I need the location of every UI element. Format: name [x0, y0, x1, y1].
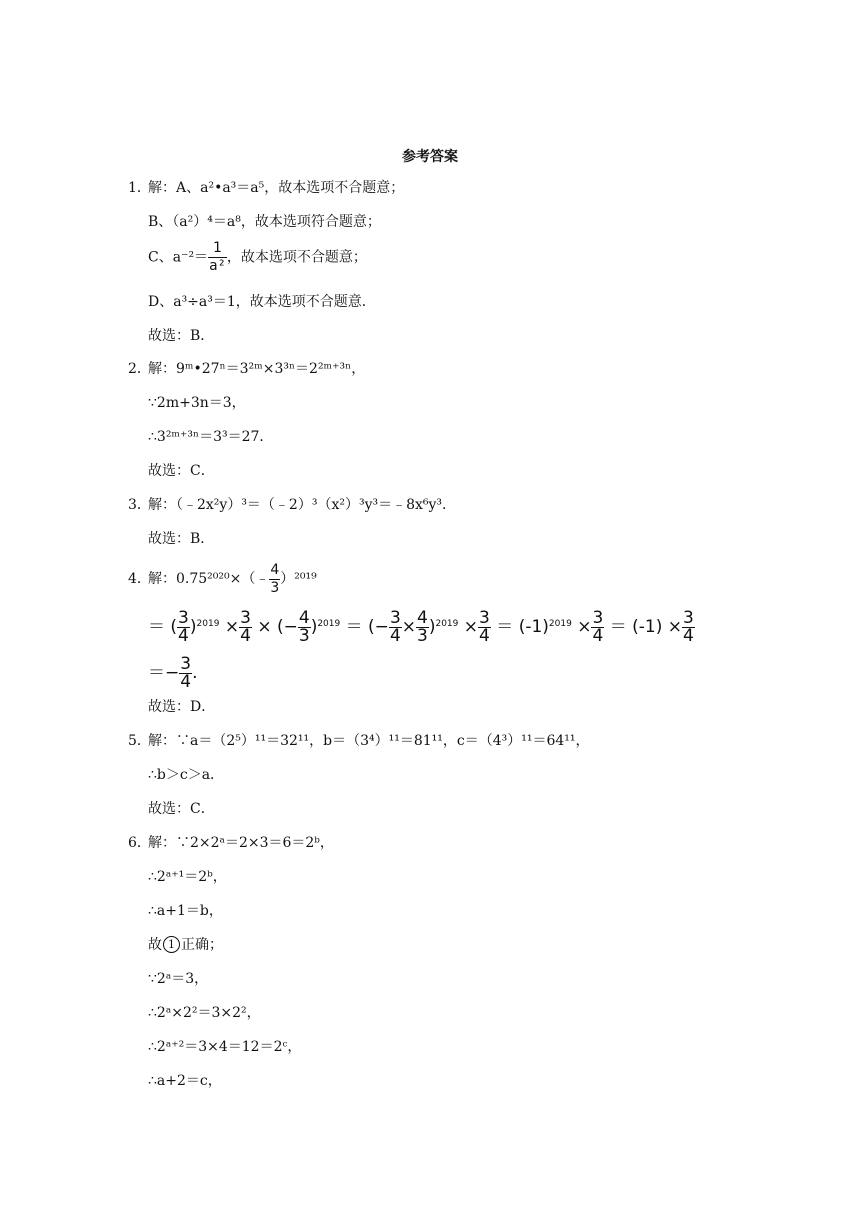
q5-line-2: ∴b＞c＞a． [148, 767, 225, 783]
exponent: 2019 [317, 619, 341, 629]
q1-fraction [208, 240, 227, 275]
fraction-numerator: 4 [417, 607, 428, 628]
period: . [192, 663, 198, 683]
fraction-numerator: 3 [479, 607, 490, 628]
fraction-4-3 [298, 607, 311, 646]
q4-number: 4． [128, 571, 151, 587]
fraction-numerator: 3 [180, 653, 192, 674]
q1-number: 1． [128, 180, 151, 196]
q5-number: 5． [128, 733, 151, 749]
fraction-3-4 [591, 607, 604, 646]
q5-line-1 [128, 731, 590, 751]
paren: ) [189, 617, 197, 637]
q6-line-4-pre: 故 [148, 937, 162, 953]
fraction-denominator: 4 [389, 625, 401, 646]
q2-line-1 [128, 359, 365, 379]
fraction-denominator: a² [209, 258, 226, 274]
q3-text-1: 解：（﹣2x²y）³＝（﹣2）³（x²）³y³＝﹣8x⁶y³． [148, 497, 457, 513]
q3-line-1 [128, 495, 456, 515]
q1-line-a [128, 178, 404, 198]
exponent: 2019 [196, 619, 220, 629]
neg-one: (-1) [632, 617, 663, 637]
equals-sign: ＝ [148, 617, 165, 637]
minus-sign: − [165, 663, 180, 683]
q6-line-4-post: 正确； [181, 937, 223, 953]
fraction-numerator: 3 [240, 607, 251, 628]
q6-number: 6． [128, 835, 151, 851]
equals-sign: ＝ [609, 617, 627, 637]
q2-line-3: ∴3²ᵐ⁺³ⁿ＝3³＝27． [148, 429, 274, 445]
q1-option-c [148, 240, 367, 275]
fraction-denominator: 3 [298, 625, 310, 646]
fraction-4-3 [416, 607, 429, 646]
fraction-denominator: 4 [592, 625, 604, 646]
fraction-numerator: 4 [270, 561, 280, 578]
paren: (− [368, 617, 389, 637]
times-sign: × [257, 617, 272, 637]
q6-line-5: ∵2ᵃ＝3， [148, 971, 209, 987]
q6-line-6: ∴2ᵃ×2²＝3×2²， [148, 1005, 261, 1021]
q1-option-a: 解：A、a²•a³＝a⁵，故本选项不合题意； [148, 180, 405, 196]
q6-text-1: 解：∵2×2ᵃ＝2×3＝6＝2ᵇ， [148, 835, 334, 851]
q6-line-8: ∴a+2＝c， [148, 1073, 222, 1089]
q2-choice: 故选：C． [148, 463, 215, 479]
fraction-denominator: 4 [682, 625, 694, 646]
fraction-numerator: 4 [298, 607, 310, 628]
times-sign: × [401, 617, 417, 637]
fraction-3-4 [478, 607, 491, 646]
paren: ) [428, 617, 436, 637]
fraction-denominator: 4 [178, 625, 189, 646]
times-sign: × [463, 617, 479, 637]
q2-text-1: 解：9ᵐ•27ⁿ＝3²ᵐ×3³ⁿ＝2²ᵐ⁺³ⁿ， [148, 361, 366, 377]
equals-sign: ＝ [345, 617, 363, 637]
q5-choice: 故选：C． [148, 801, 215, 817]
q4-text-post: ）²⁰¹⁹ [280, 571, 317, 587]
q4-text-pre: 解：0.75²⁰²⁰×（﹣ [148, 571, 270, 587]
fraction-numerator: 3 [389, 607, 401, 628]
fraction-denominator: 4 [180, 671, 192, 692]
paren: (− [276, 617, 298, 637]
q4-choice: 故选：D． [148, 699, 216, 715]
paren: ( [170, 617, 178, 637]
fraction-numerator: 3 [682, 607, 694, 628]
neg-one: (-1) [518, 617, 549, 637]
fraction-numerator: 1 [213, 240, 222, 256]
exponent: 2019 [548, 619, 572, 629]
equals-sign: ＝ [496, 617, 514, 637]
q4-line-3 [148, 653, 197, 693]
q4-line-2 [148, 607, 695, 647]
q6-line-2: ∴2ᵃ⁺¹＝2ᵇ， [148, 869, 227, 885]
equals-sign: ＝ [148, 663, 165, 683]
fraction-3-4 [682, 607, 695, 646]
page-title: 参考答案 [402, 149, 458, 165]
fraction-denominator: 3 [417, 625, 428, 646]
times-sign: × [667, 617, 682, 637]
fraction-numerator: 3 [592, 607, 604, 628]
q3-choice: 故选：B． [148, 531, 215, 547]
q2-line-2: ∵2m+3n＝3， [148, 395, 246, 411]
q5-text-1: 解：∵a＝（2⁵）¹¹＝32¹¹，b＝（3⁴）¹¹＝81¹¹，c＝（4³）¹¹＝64¹¹， [148, 733, 590, 749]
q1-option-d: D、a³÷a³＝1，故本选项不合题意． [148, 294, 376, 310]
q1-option-b: B、（a²）⁴＝a⁸，故本选项符合题意； [148, 214, 381, 230]
q6-line-1 [128, 833, 334, 853]
q4-fraction-neg-4-3 [269, 562, 280, 597]
q6-line-7: ∴2ᵃ⁺²＝3×4＝12＝2ᶜ， [148, 1039, 302, 1055]
q6-line-4 [148, 935, 223, 955]
q6-line-3: ∴a+1＝b， [148, 903, 223, 919]
fraction-3-4 [389, 607, 402, 646]
fraction-3-4 [179, 653, 192, 692]
exponent: 2019 [435, 619, 459, 629]
fraction-numerator: 3 [178, 607, 189, 628]
q3-number: 3． [128, 497, 151, 513]
fraction-denominator: 4 [240, 625, 251, 646]
q1-choice: 故选：B． [148, 328, 215, 344]
q2-number: 2． [128, 361, 151, 377]
times-sign: × [224, 617, 240, 637]
circled-number-1: 1 [163, 936, 180, 953]
q1-option-c-post: ，故本选项不合题意； [226, 249, 367, 266]
q4-line-1 [128, 560, 317, 598]
paren: ) [310, 617, 318, 637]
fraction-3-4 [239, 607, 252, 646]
q1-option-c-pre: C、a⁻²＝ [148, 249, 209, 266]
times-sign: × [577, 617, 592, 637]
fraction-3-4 [177, 607, 190, 646]
fraction-denominator: 4 [479, 625, 490, 646]
fraction-denominator: 3 [270, 579, 280, 596]
